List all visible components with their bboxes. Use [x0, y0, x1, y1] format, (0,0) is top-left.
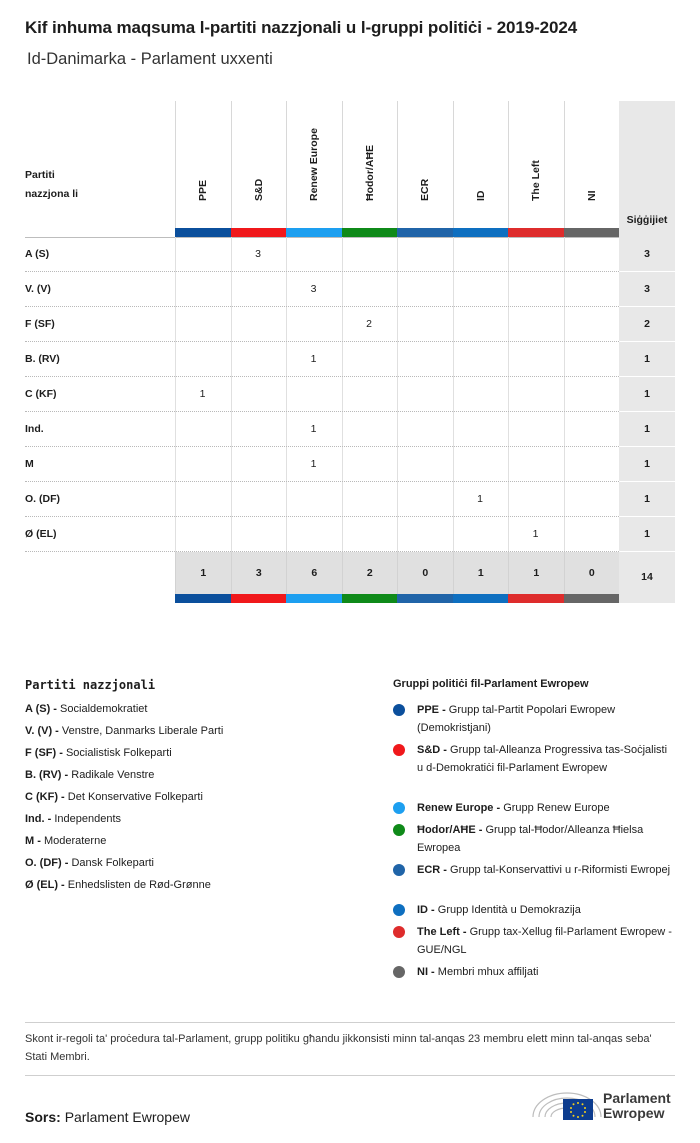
table-row	[25, 482, 675, 517]
group-column-header	[342, 101, 397, 228]
logo-wordmark	[603, 1091, 671, 1121]
group-column-header	[508, 101, 563, 228]
political-group-abbr: S&D -	[417, 744, 447, 756]
seat-count-cell: 1	[310, 458, 317, 470]
group-total-cell: 1	[175, 552, 231, 594]
national-party-name: Independents	[54, 813, 122, 825]
group-column-header	[453, 101, 508, 228]
group-color-bar	[342, 594, 398, 603]
chart-subtitle: Id-Danimarka - Parlament uxxenti	[27, 50, 273, 68]
national-party-name: Socialdemokratiet	[60, 703, 148, 715]
group-total-cell: 1	[453, 552, 509, 594]
national-party-name: Moderaterne	[43, 835, 107, 847]
row-party-label: C (KF)	[25, 388, 57, 400]
row-party-label: B. (RV)	[25, 353, 60, 365]
group-color-dot-icon	[393, 966, 405, 978]
seat-count-cell: 3	[310, 283, 317, 295]
political-group-abbr: ID -	[417, 904, 435, 916]
group-color-bar	[175, 228, 231, 237]
source-label: Sors:	[25, 1109, 61, 1125]
group-header-label: NI	[585, 190, 598, 201]
political-group-legend-item	[393, 821, 675, 857]
table-row	[25, 237, 675, 272]
national-party-legend-item	[25, 835, 106, 847]
political-group-legend-item	[393, 861, 675, 879]
national-party-abbr: Ind. -	[25, 813, 52, 825]
table-row	[25, 377, 675, 412]
national-party-name: Socialistisk Folkeparti	[65, 747, 172, 759]
party-column-header: Partiti nazzjona li	[25, 169, 79, 200]
group-color-dot-icon	[393, 926, 405, 938]
row-party-label: F (SF)	[25, 318, 55, 330]
group-color-bar	[175, 594, 231, 603]
political-group-legend-item	[393, 923, 675, 959]
seat-count-cell: 2	[366, 318, 372, 330]
group-color-bar	[508, 228, 564, 237]
political-group-name: Grupp tal-Konservattivi u r-Riformisti Ewropej	[450, 864, 671, 876]
group-color-dot-icon	[393, 744, 405, 756]
political-group-description	[417, 741, 675, 777]
political-group-abbr: Ħodor/AĦE -	[417, 824, 483, 836]
group-color-dot-icon	[393, 802, 405, 814]
political-group-name: Membri mhux affiljati	[437, 966, 539, 978]
seats-column-header: Siġġijiet	[626, 214, 668, 226]
row-total-cell: 1	[619, 482, 675, 517]
group-column-header	[231, 101, 286, 228]
political-group-legend-item	[393, 799, 675, 817]
divider	[25, 1075, 675, 1076]
political-group-legend-item	[393, 901, 675, 919]
group-total-cell: 1	[508, 552, 564, 594]
row-total-cell: 1	[619, 517, 675, 552]
group-total-cell: 6	[286, 552, 342, 594]
national-party-abbr: A (S) -	[25, 703, 57, 715]
national-party-legend-item	[25, 725, 223, 737]
row-total-cell: 3	[619, 272, 675, 307]
table-row	[25, 412, 675, 447]
political-group-description	[417, 821, 675, 857]
national-party-name: Det Konservative Folkeparti	[67, 791, 203, 803]
group-color-dot-icon	[393, 864, 405, 876]
seat-count-cell: 1	[310, 353, 317, 365]
national-party-name: Radikale Venstre	[71, 769, 155, 781]
political-group-legend-item	[393, 963, 675, 981]
group-header-label: PPE	[197, 179, 209, 201]
political-group-description	[417, 901, 675, 919]
group-column-header	[397, 101, 452, 228]
row-party-label: A (S)	[25, 248, 50, 260]
political-group-abbr: Renew Europe -	[417, 802, 501, 814]
national-party-abbr: B. (RV) -	[25, 769, 69, 781]
chart-title: Kif inhuma maqsuma l-partiti nazzjonali u l-gruppi politiċi - 2019-2024	[25, 18, 578, 37]
group-color-bar	[231, 594, 287, 603]
seat-count-cell: 1	[532, 528, 539, 540]
seat-count-cell: 1	[310, 423, 317, 435]
table-row	[25, 517, 675, 552]
national-party-abbr: V. (V) -	[25, 725, 59, 737]
group-header-label: The Left	[530, 160, 542, 201]
group-header-label: ECR	[419, 178, 431, 201]
divider	[25, 1022, 675, 1023]
national-party-name: Enhedslisten de Rød-Grønne	[67, 879, 211, 891]
political-group-name: Grupp tal-Partit Popolari Ewropew (Demokristjani)	[417, 704, 616, 734]
row-party-label: Ind.	[25, 423, 44, 435]
source-line	[25, 1109, 190, 1125]
national-party-legend-item	[25, 791, 203, 803]
group-header-label: ID	[474, 190, 487, 201]
group-color-bar	[564, 594, 620, 603]
group-total-cell: 0	[397, 552, 453, 594]
group-color-bar	[231, 228, 287, 237]
national-party-legend-item	[25, 879, 211, 891]
political-group-description	[417, 963, 675, 981]
political-group-abbr: ECR -	[417, 864, 447, 876]
group-header-label: Renew Europe	[308, 128, 320, 201]
group-column-header	[286, 101, 341, 228]
seat-count-cell: 1	[477, 493, 483, 505]
political-group-name: Grupp tax-Xellug fil-Parlament Ewropew - GUE/NGL	[417, 926, 672, 956]
political-groups-legend-title: Gruppi politiċi fil-Parlament Ewropew	[393, 678, 589, 690]
national-party-abbr: Ø (EL) -	[25, 879, 65, 891]
logo-line-2: Ewropew	[603, 1105, 665, 1121]
group-color-bar	[397, 594, 453, 603]
row-total-cell: 1	[619, 412, 675, 447]
political-group-name: Grupp tal-Ħodor/Alleanza Ħielsa Ewropea	[417, 824, 644, 854]
national-party-legend-item	[25, 769, 154, 781]
row-total-cell: 1	[619, 447, 675, 482]
row-party-label: O. (DF)	[25, 493, 60, 505]
group-color-bar	[286, 594, 342, 603]
row-total-cell: 3	[619, 237, 675, 272]
national-party-name: Venstre, Danmarks Liberale Parti	[61, 725, 224, 737]
political-group-legend-item	[393, 741, 675, 777]
national-party-legend-item	[25, 813, 121, 825]
national-party-abbr: O. (DF) -	[25, 857, 69, 869]
table-row	[25, 342, 675, 377]
group-color-bar	[453, 228, 509, 237]
row-party-label: V. (V)	[25, 283, 51, 295]
political-group-abbr: NI -	[417, 966, 435, 978]
political-group-description	[417, 923, 675, 959]
group-color-bar	[564, 228, 620, 237]
national-party-legend-item	[25, 747, 172, 759]
group-column-header	[175, 101, 230, 228]
national-party-name: Dansk Folkeparti	[71, 857, 154, 869]
group-header-label: S&D	[252, 178, 265, 201]
political-group-name: Grupp tal-Alleanza Progressiva tas-Soċjalisti u d-Demokratiċi fil-Parlament Ewropew	[417, 744, 668, 774]
political-group-abbr: The Left -	[417, 926, 467, 938]
group-color-bar	[286, 228, 342, 237]
group-color-bar	[453, 594, 509, 603]
group-total-cell: 0	[564, 552, 620, 594]
national-party-legend-item	[25, 703, 147, 715]
seat-count-cell: 3	[255, 248, 261, 260]
seat-count-cell: 1	[199, 388, 206, 400]
national-party-abbr: F (SF) -	[25, 747, 63, 759]
table-row	[25, 447, 675, 482]
table-row	[25, 272, 675, 307]
political-group-description	[417, 799, 675, 817]
group-header-label: Ħodor/AĦE	[363, 145, 376, 201]
political-group-description	[417, 861, 675, 879]
national-party-legend-item	[25, 857, 154, 869]
group-color-dot-icon	[393, 824, 405, 836]
national-party-abbr: C (KF) -	[25, 791, 65, 803]
group-color-bar	[508, 594, 564, 603]
political-group-abbr: PPE -	[417, 704, 446, 716]
row-total-cell: 1	[619, 342, 675, 377]
national-party-abbr: M -	[25, 835, 41, 847]
footnote: Skont ir-regoli ta' proċedura tal-Parlament, grupp politiku għandu jikkonsisti minn tal-anqas 23 membru elett minn tal-anqas seba' Stati Membri.	[25, 1033, 652, 1063]
grand-total: 14	[619, 552, 675, 603]
political-group-description	[417, 701, 675, 737]
group-color-bar	[342, 228, 398, 237]
logo-line-1: Parlament	[603, 1090, 671, 1106]
row-party-label: Ø (EL)	[25, 528, 57, 540]
group-total-cell: 3	[231, 552, 287, 594]
group-color-dot-icon	[393, 904, 405, 916]
group-total-cell: 2	[342, 552, 398, 594]
national-parties-legend-title: Partiti nazzjonali	[25, 678, 156, 692]
group-column-header	[564, 101, 619, 228]
group-color-dot-icon	[393, 704, 405, 716]
row-total-cell: 1	[619, 377, 675, 412]
row-party-label: M	[25, 458, 34, 470]
table-row	[25, 307, 675, 342]
group-color-bar	[397, 228, 453, 237]
political-group-name: Grupp Identità u Demokrazija	[437, 904, 581, 916]
political-group-legend-item	[393, 701, 675, 737]
political-group-name: Grupp Renew Europe	[503, 802, 610, 814]
source-value: Parlament Ewropew	[64, 1109, 190, 1125]
row-total-cell: 2	[619, 307, 675, 342]
